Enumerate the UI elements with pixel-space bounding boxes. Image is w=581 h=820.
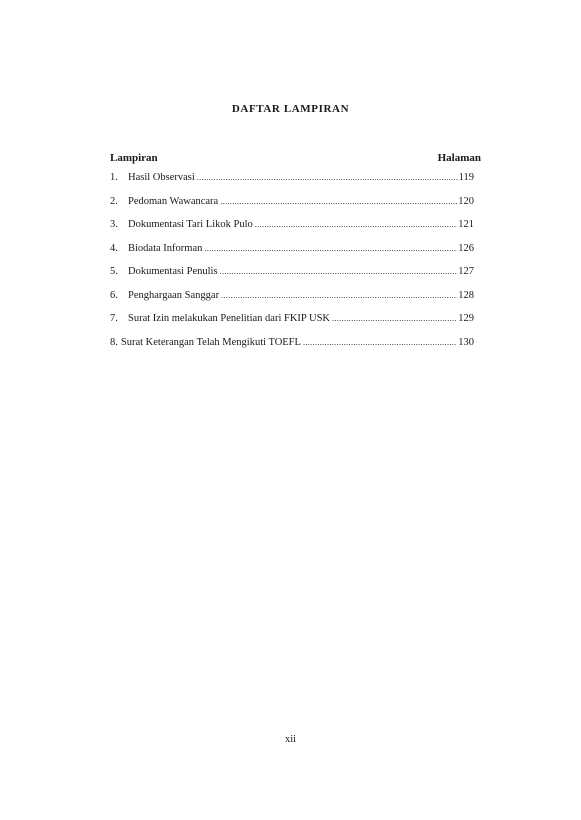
item-number: 6. [110,289,118,301]
item-page: 121 [458,219,474,230]
page-number: xii [284,734,297,745]
item-number: 1. [110,172,118,183]
list-item [110,266,474,290]
item-label: Biodata Informan [128,242,203,254]
item-number: 7. [110,313,118,324]
list-item [110,313,474,337]
dot-leader [221,291,457,300]
item-label: Dokumentasi Tari Likok Pulo [128,219,253,230]
list-item [110,172,474,196]
item-page: 127 [458,266,474,277]
item-label: Surat Izin melakukan Penelitian dari FKIP USK [128,313,330,324]
dot-leader [332,314,457,323]
list-item [110,243,474,267]
dot-leader [255,220,457,229]
item-page: 119 [458,172,474,183]
item-number: 2. [110,195,118,207]
item-number: 5. [110,266,118,277]
item-label: Penghargaan Sanggar [128,289,220,301]
list-item [110,290,474,314]
appendix-list [110,172,474,360]
item-page: 128 [458,289,474,301]
column-header-halaman: Halaman [437,152,481,164]
dot-leader [220,267,458,276]
list-item [110,219,474,243]
dot-leader [204,244,457,253]
page-title: DAFTAR LAMPIRAN [231,103,350,115]
item-number: 3. [110,219,118,230]
item-number: 8. [110,336,118,348]
list-item [110,337,474,361]
item-page: 130 [458,336,474,348]
item-label: Surat Keterangan Telah Mengikuti TOEFL [120,336,301,348]
item-label: Dokumentasi Penulis [128,266,218,277]
dot-leader [303,338,457,347]
dot-leader [220,197,457,206]
list-item [110,196,474,220]
item-page: 120 [458,195,474,207]
item-label: Hasil Observasi [128,172,195,183]
item-number: 4. [110,242,118,254]
item-label: Pedoman Wawancara [128,195,219,207]
item-page: 126 [458,242,474,254]
dot-leader [197,173,458,182]
column-header-lampiran: Lampiran [110,152,158,164]
item-page: 129 [458,313,474,324]
